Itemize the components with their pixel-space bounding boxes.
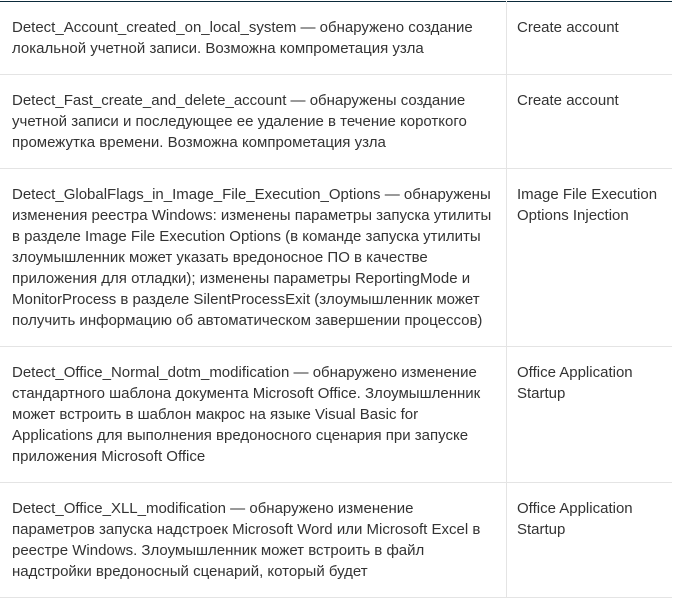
- table-row: [0, 483, 672, 598]
- table-row: [0, 75, 672, 169]
- table-row: [0, 169, 672, 347]
- rule-description: Detect_Fast_create_and_delete_account — обнаружены создание учетной записи и последующее ее удаление в течение короткого промежутка времени. Возможна компрометация узла: [0, 75, 507, 169]
- attack-technique: Office Application Startup: [507, 483, 673, 598]
- detection-rules-table: [0, 1, 672, 598]
- rule-description: Detect_Office_XLL_modification — обнаружено изменение параметров запуска надстроек Microsoft Word или Microsoft Excel в реестре Windows. Злоумышленник может встроить в файл надстройки вредоносный сценарий, который будет: [0, 483, 507, 598]
- rule-description: Detect_Office_Normal_dotm_modification — обнаружено изменение стандартного шаблона документа Microsoft Office. Злоумышленник может встроить в шаблон макрос на языке Visual Basic for Applications для выполнения вредоносного сценария при запуске приложения Microsoft Office: [0, 347, 507, 483]
- table-row: [0, 347, 672, 483]
- attack-technique: Image File Execution Options Injection: [507, 169, 673, 347]
- table-row: [0, 2, 672, 75]
- attack-technique: Create account: [507, 75, 673, 169]
- rule-description: Detect_Account_created_on_local_system — обнаружено создание локальной учетной записи. Возможна компрометация узла: [0, 2, 507, 75]
- attack-technique: Create account: [507, 2, 673, 75]
- attack-technique: Office Application Startup: [507, 347, 673, 483]
- rule-description: Detect_GlobalFlags_in_Image_File_Execution_Options — обнаружены изменения реестра Windows: изменены параметры запуска утилиты в разделе Image File Execution Options (в команде запуска утилиты злоумышленник может указать вредоносное ПО в качестве приложения для отладки); изменены параметры ReportingMode и MonitorProcess в разделе SilentProcessExit (злоумышленник может получить информацию об автоматическом завершении процессов): [0, 169, 507, 347]
